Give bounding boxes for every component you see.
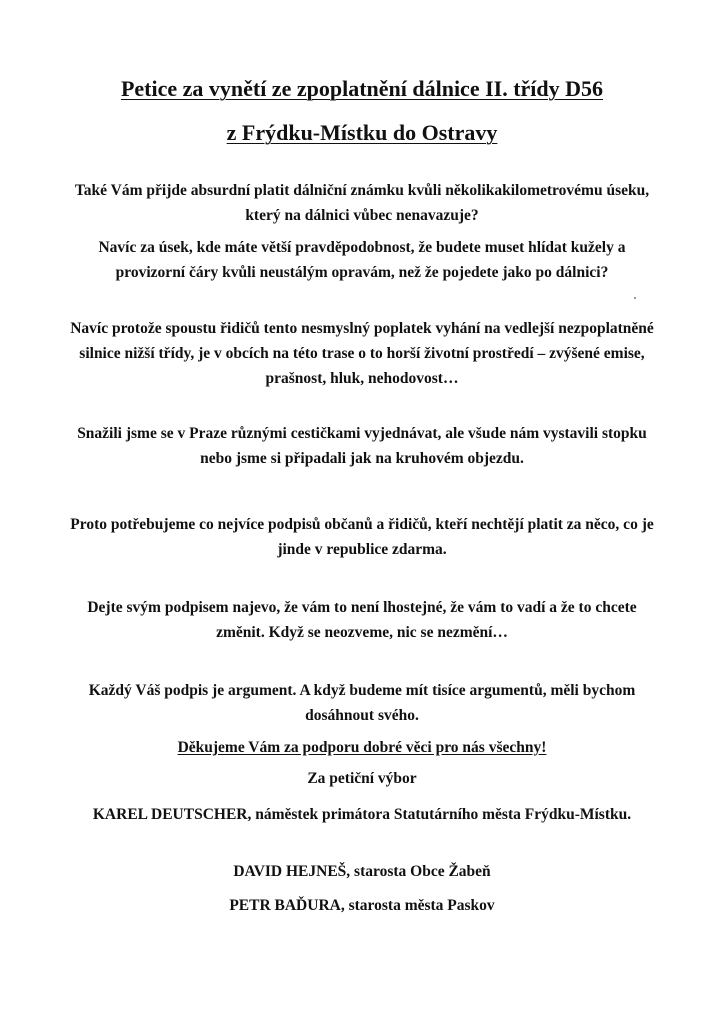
thanks-line: Děkujeme Vám za podporu dobré věci pro nás všechny! — [177, 739, 547, 756]
paragraph-6: Dejte svým podpisem najevo, že vám to není lhostejné, že vám to vadí a že to chcete změnit. Když se neozveme, nic se nezmění… — [87, 599, 637, 641]
paragraph-4: Snažili jsme se v Praze různými cestičkami vyjednávat, ale všude nám vystavili stopku nebo jsme si připadali jak na kruhovém objezdu. — [77, 425, 647, 467]
scan-speck — [634, 297, 636, 299]
paragraph-3: Navíc protože spoustu řidičů tento nesmyslný poplatek vyhání na vedlejší nezpoplatněné silnice nižší třídy, je v obcích na této trase o to horší životní prostředí – zvýšené emise, prašnost, hluk, nehodovost… — [70, 320, 654, 387]
signatory-3: PETR BAĎURA, starosta města Paskov — [229, 897, 495, 914]
signatory-2: DAVID HEJNEŠ, starosta Obce Žabeň — [233, 863, 491, 880]
paragraph-2: Navíc za úsek, kde máte větší pravděpodobnost, že budete muset hlídat kužely a provizorní čáry kvůli neustálým opravám, než že pojedete jako po dálnici? — [98, 239, 626, 281]
paragraph-1: Také Vám přijde absurdní platit dálniční známku kvůli několikakilometrovému úseku, který na dálnici vůbec nenavazuje? — [74, 182, 650, 224]
committee-label: Za petiční výbor — [307, 770, 417, 787]
signatory-1: KAREL DEUTSCHER, náměstek primátora Statutárního města Frýdku-Místku. — [92, 806, 632, 823]
paragraph-7: Každý Váš podpis je argument. A když budeme mít tisíce argumentů, měli bychom dosáhnout svého. — [88, 682, 636, 724]
paragraph-5: Proto potřebujeme co nejvíce podpisů občanů a řidičů, kteří nechtějí platit za něco, co je jinde v republice zdarma. — [70, 516, 654, 558]
title-line-1: Petice za vynětí ze zpoplatnění dálnice II. třídy D56 — [120, 76, 604, 101]
title-line-2: z Frýdku-Místku do Ostravy — [226, 120, 498, 145]
